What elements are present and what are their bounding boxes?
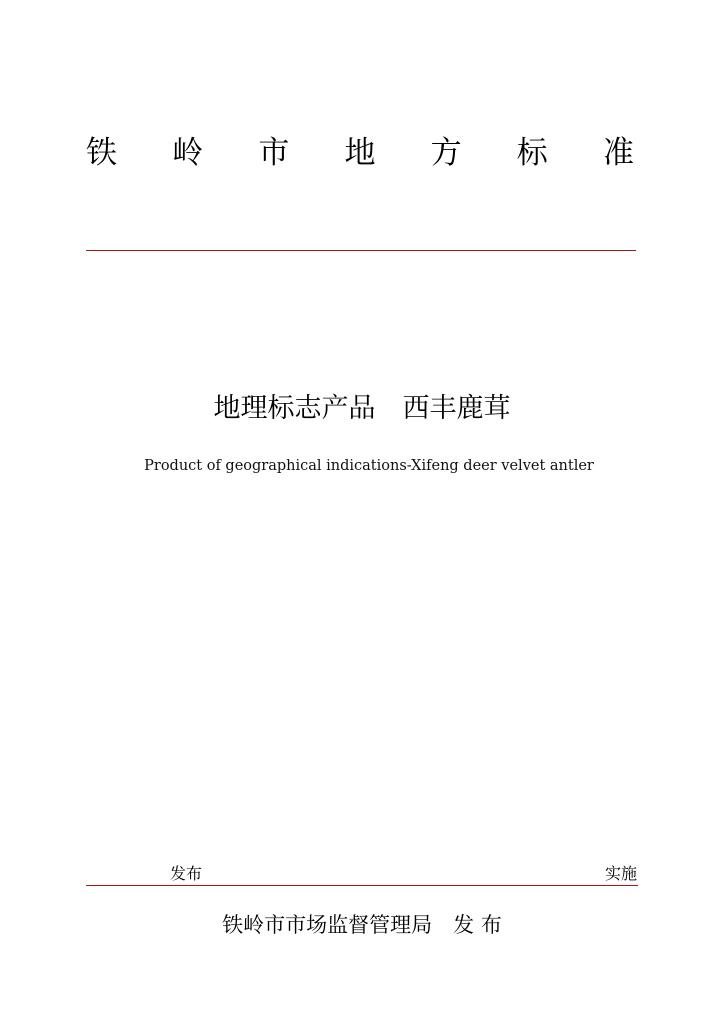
header-char: 准 [602, 135, 634, 171]
header-char: 标 [516, 135, 548, 171]
standard-header-title [86, 131, 634, 175]
implement-date-label: 实施 [605, 864, 638, 883]
document-subtitle: Product of geographical indications-Xifeng deer velvet antler [144, 458, 594, 474]
issuing-authority: 铁岭市市场监督管理局 发 布 [222, 913, 502, 937]
header-char: 岭 [172, 135, 204, 171]
publish-date-label: 发布 [170, 864, 203, 883]
header-char: 地 [344, 135, 376, 171]
top-divider [86, 250, 636, 251]
bottom-divider [86, 885, 638, 886]
document-title: 地理标志产品 西丰鹿茸 [213, 393, 511, 424]
header-char: 铁 [86, 135, 117, 171]
header-char: 市 [258, 135, 290, 171]
header-char: 方 [430, 135, 462, 171]
